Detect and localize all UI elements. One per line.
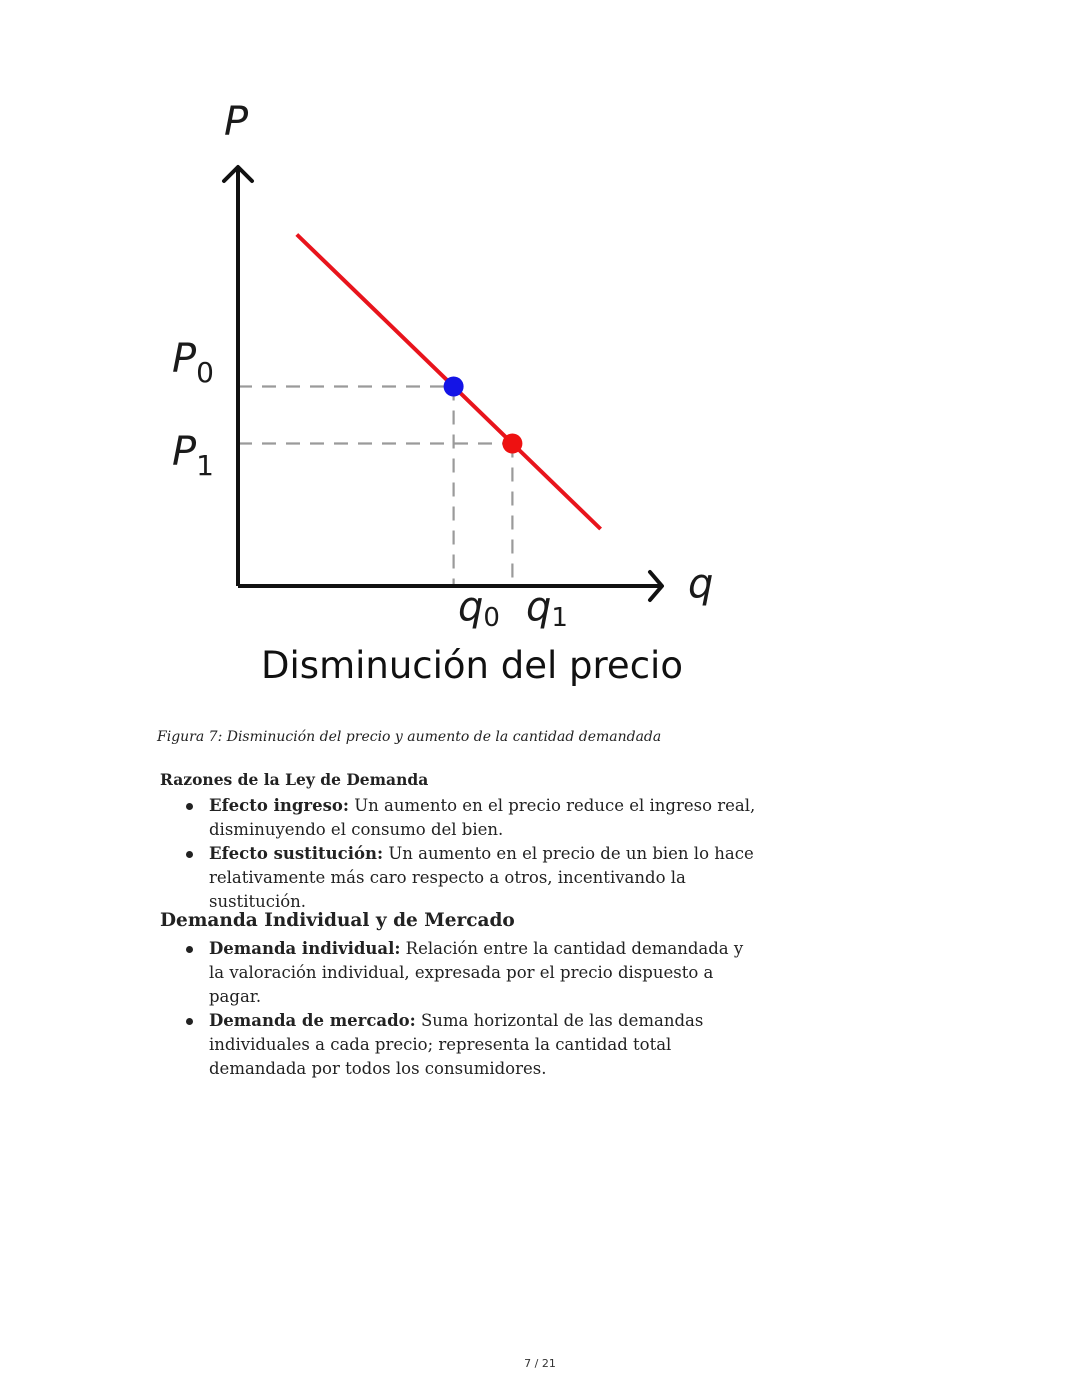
list-item-text: Suma horizontal de las demandas individuales a cada precio; representa la cantidad total demandada por todos los consumidores. [209, 1011, 704, 1078]
demand-figure [150, 95, 740, 695]
q0-tick-label: q0 [458, 584, 500, 633]
list-item-term: Efecto ingreso: [209, 796, 349, 815]
list-item-term: Efecto sustitución: [209, 844, 384, 863]
list-item [0, 937, 760, 1009]
list-item-text: Un aumento en el precio de un bien lo hace relativamente más caro respecto a otros, incentivando la sustitución. [209, 844, 754, 911]
p1-tick-label: $P_1$ [172, 429, 214, 482]
p0-tick-label: $P_0$ [172, 336, 214, 389]
point-initial [444, 377, 464, 397]
list-item [0, 794, 760, 842]
figure-caption: Figura 7: Disminución del precio y aumento de la cantidad demandada [157, 729, 662, 745]
reasons-list [0, 794, 760, 914]
bullet-icon [186, 851, 193, 858]
bullet-icon [186, 946, 193, 953]
point-final [502, 434, 522, 454]
list-item-text: Relación entre la cantidad demandada y la valoración individual, expresada por el precio dispuesto a pagar. [209, 939, 744, 1006]
demand-heading: Demanda Individual y de Mercado [160, 910, 515, 931]
bullet-icon [186, 803, 193, 810]
x-axis-label: q [688, 561, 714, 607]
y-axis-label: P [224, 99, 249, 145]
list-item [0, 1009, 760, 1081]
list-item [0, 842, 760, 914]
demand-chart [150, 95, 740, 695]
figure-title: Disminución del precio [261, 644, 683, 687]
reasons-heading: Razones de la Ley de Demanda [160, 770, 429, 789]
q1-tick-label: q1 [526, 584, 568, 633]
list-item-term: Demanda individual: [209, 939, 401, 958]
bullet-icon [186, 1018, 193, 1025]
list-item-text: Un aumento en el precio reduce el ingreso real, disminuyendo el consumo del bien. [209, 796, 756, 839]
list-item-term: Demanda de mercado: [209, 1011, 416, 1030]
demand-list [0, 937, 760, 1081]
page-number: 7 / 21 [524, 1357, 556, 1370]
